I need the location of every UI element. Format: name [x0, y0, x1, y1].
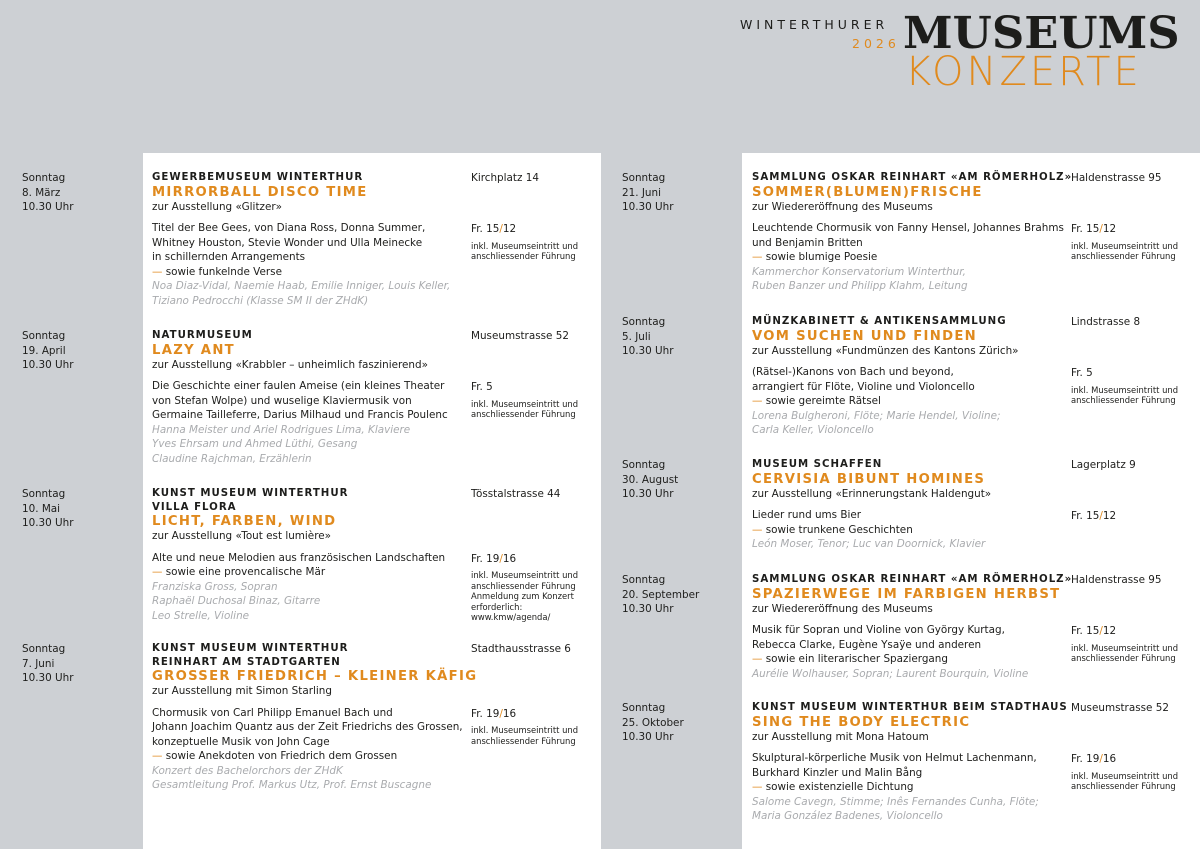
header-winterthurer: WINTERTHURER: [740, 17, 889, 32]
note-line: inkl. Museumseintritt und: [1071, 384, 1179, 395]
exhibition-subtitle: zur Ausstellung mit Simon Starling: [152, 685, 332, 697]
museum-name: VILLA FLORA: [152, 501, 237, 513]
exhibition-subtitle: zur Ausstellung «Fundmünzen des Kantons Zürich»: [752, 344, 1019, 357]
price-full: Fr. 19: [1071, 753, 1100, 765]
event-date: [22, 487, 132, 531]
performer-line: Tiziano Pedrocchi (Klasse SM II der ZHdK): [152, 294, 369, 307]
extra-text: sowie blumige Poesie: [765, 251, 878, 263]
price-full: Fr. 5: [1071, 367, 1093, 379]
performer-line: Raphaël Duchosal Binaz, Gitarre: [152, 595, 321, 607]
museum-name: SAMMLUNG OSKAR REINHART «AM RÖMERHOLZ»: [752, 172, 1073, 183]
description-line: konzeptuelle Musik von John Cage: [152, 735, 330, 748]
concert-title: SOMMER(BLUMEN)FRISCHE: [752, 184, 983, 200]
event-date: [622, 315, 732, 359]
performer-line: Noa Diaz-Vidal, Naemie Haab, Emilie Inniger, Louis Keller,: [152, 280, 451, 292]
description-line: Chormusik von Carl Philipp Emanuel Bach und: [152, 706, 393, 719]
performer-line: Kammerchor Konservatorium Winterthur,: [752, 265, 966, 278]
description-line: Burkhard Kinzler und Malin Bång: [752, 766, 923, 779]
address: Museumstrasse 52: [1071, 702, 1169, 714]
date-line: 30. August: [622, 473, 679, 486]
event-info: [1071, 573, 1196, 664]
event-details: [152, 329, 464, 466]
description-line: Whitney Houston, Stevie Wonder und Ulla Meinecke: [152, 236, 423, 249]
concert-title: SING THE BODY ELECTRIC: [752, 714, 971, 730]
event-details: [752, 573, 1073, 681]
price: [1071, 624, 1196, 639]
concert-description: [752, 365, 1064, 438]
concert-title: GROSSER FRIEDRICH – KLEINER KÄFIG: [152, 669, 478, 684]
concert-description: [152, 551, 464, 624]
concert-title: SPAZIERWEGE IM FARBIGEN HERBST: [752, 586, 1061, 602]
date-line: 19. April: [22, 344, 66, 357]
performer-line: Konzert des Bachelorchors der ZHdK: [152, 764, 343, 777]
concert-title: CERVISIA BIBUNT HOMINES: [752, 471, 986, 487]
extra-text: sowie Anekdoten von Friedrich dem Grossen: [165, 750, 398, 762]
museum-name: KUNST MUSEUM WINTERTHUR: [152, 643, 349, 654]
date-line: 10.30 Uhr: [22, 359, 74, 371]
note-line: anschliessender Führung: [471, 251, 576, 261]
price-full: Fr. 15: [1071, 223, 1100, 235]
event-details: [152, 642, 478, 793]
extra-text: sowie trunkene Geschichten: [765, 523, 913, 536]
description-line: arrangiert für Flöte, Violine und Violoncello: [752, 380, 975, 393]
event-details: [752, 171, 1073, 294]
address: Haldenstrasse 95: [1071, 172, 1162, 184]
note-line: anschliessender Führung: [1071, 395, 1176, 405]
note-line: inkl. Museumseintritt und: [471, 725, 579, 735]
event-info: [1071, 458, 1196, 524]
address: Tösstalstrasse 44: [471, 488, 561, 500]
event-info: [471, 329, 596, 420]
museum-name: NATURMUSEUM: [152, 330, 253, 341]
event-info: [471, 171, 596, 262]
price-full: Fr. 19: [471, 552, 500, 565]
description-line: und Benjamin Britten: [752, 236, 863, 249]
date-line: 5. Juli: [622, 330, 651, 343]
price-slash: /: [1099, 510, 1103, 522]
date-line: 10.30 Uhr: [622, 603, 674, 615]
extra-text: sowie funkelnde Verse: [165, 265, 282, 278]
note-line: anschliessender Führung: [1071, 251, 1176, 261]
performer-line: Maria González Badenes, Violoncello: [752, 810, 943, 822]
event-date: [622, 573, 732, 617]
performer-line: Leo Strelle, Violine: [152, 609, 250, 622]
event-date: [22, 171, 132, 215]
note-line: anschliessender Führung: [471, 409, 576, 419]
price-reduced: 16: [502, 707, 517, 720]
dash-mark: —: [752, 523, 766, 536]
description-line: Musik für Sopran und Violine von György Kurtag,: [752, 624, 1005, 636]
price-full: Fr. 5: [471, 381, 493, 393]
price-note: [1071, 643, 1196, 664]
dash-mark: —: [752, 781, 766, 793]
price-reduced: 12: [1102, 625, 1117, 637]
extra-line: [752, 394, 1064, 409]
date-line: 10.30 Uhr: [22, 201, 74, 213]
date-line: Sonntag: [22, 172, 66, 184]
note-line: inkl. Museumseintritt und: [471, 398, 579, 409]
exhibition-subtitle: zur Ausstellung mit Mona Hatoum: [752, 730, 929, 743]
event-date: [622, 458, 732, 502]
concert-description: [752, 751, 1064, 824]
description-line: Lieder rund ums Bier: [752, 509, 862, 521]
event-details: [752, 315, 1064, 438]
price-slash: /: [1099, 625, 1103, 637]
concert-description: [752, 623, 1064, 681]
concert-description: [152, 706, 464, 793]
exhibition-subtitle: zur Ausstellung «Krabbler – unheimlich faszinierend»: [152, 358, 428, 371]
performer-line: Claudine Rajchman, Erzählerin: [152, 452, 312, 465]
date-line: Sonntag: [622, 702, 666, 714]
address: Stadthausstrasse 6: [471, 643, 571, 655]
description-line: Titel der Bee Gees, von Diana Ross, Donna Summer,: [152, 222, 426, 234]
date-line: 10.30 Uhr: [622, 201, 674, 213]
event-date: [622, 171, 732, 215]
exhibition-subtitle: zur Wiedereröffnung des Museums: [752, 602, 933, 615]
extra-text: sowie existenzielle Dichtung: [765, 781, 914, 793]
performer-line: León Moser, Tenor; Luc van Doornick, Klavier: [752, 538, 986, 550]
museum-name: MUSEUM SCHAFFEN: [752, 459, 883, 470]
event-info: [1071, 315, 1196, 406]
museum-name: KUNST MUSEUM WINTERTHUR BEIM STADTHAUS: [752, 702, 1068, 713]
description-line: Germaine Tailleferre, Darius Milhaud und Francis Poulenc: [152, 409, 448, 421]
museum-name: SAMMLUNG OSKAR REINHART «AM RÖMERHOLZ»: [752, 574, 1073, 585]
price-slash: /: [499, 223, 503, 235]
concert-description: [752, 221, 1064, 294]
exhibition-subtitle: zur Ausstellung «Erinnerungstank Haldengut»: [752, 487, 992, 500]
extra-text: sowie eine provencalische Mär: [165, 566, 326, 578]
header-year: 2026: [852, 36, 900, 51]
price: [471, 222, 596, 237]
note-line: inkl. Museumseintritt und: [471, 570, 579, 580]
note-line: anschliessender Führung: [471, 735, 576, 746]
price: [1071, 222, 1196, 237]
event-details: [752, 458, 1064, 552]
event-info: [471, 487, 596, 623]
dash-mark: —: [152, 566, 166, 578]
date-line: Sonntag: [622, 172, 666, 184]
concert-description: [752, 508, 1064, 552]
price-reduced: 16: [502, 552, 517, 565]
price: [1071, 509, 1196, 524]
extra-line: [752, 250, 1064, 265]
date-line: Sonntag: [22, 643, 66, 655]
price-slash: /: [499, 707, 503, 720]
extra-text: sowie gereimte Rätsel: [765, 395, 881, 407]
price-full: Fr. 15: [1071, 625, 1100, 637]
address: Haldenstrasse 95: [1071, 574, 1162, 586]
dash-mark: —: [752, 395, 766, 407]
description-line: (Rätsel-)Kanons von Bach und beyond,: [752, 366, 954, 378]
date-line: 8. März: [22, 186, 61, 199]
price-note: [471, 570, 596, 623]
date-line: Sonntag: [22, 330, 66, 342]
performer-line: Franziska Gross, Sopran: [152, 580, 278, 593]
description-line: Rebecca Clarke, Eugène Ysaÿe und anderen: [752, 638, 982, 651]
date-line: 7. Juni: [22, 657, 55, 670]
museum-name: GEWERBEMUSEUM WINTERTHUR: [152, 172, 364, 183]
address: Kirchplatz 14: [471, 172, 539, 184]
note-line: inkl. Museumseintritt und: [1071, 240, 1179, 251]
note-line: inkl. Museumseintritt und: [1071, 642, 1179, 653]
extra-line: [752, 523, 1064, 538]
dash-mark: —: [152, 750, 166, 762]
date-line: Sonntag: [22, 488, 66, 500]
performer-line: Lorena Bulgheroni, Flöte; Marie Hendel, Violine;: [752, 409, 1001, 422]
date-line: 10.30 Uhr: [22, 517, 74, 529]
performer-line: Yves Ehrsam und Ahmed Lüthi, Gesang: [152, 438, 358, 450]
note-line: inkl. Museumseintritt und: [1071, 770, 1179, 781]
description-line: in schillernden Arrangements: [152, 251, 306, 263]
performer-line: Gesamtleitung Prof. Markus Utz, Prof. Ernst Buscagne: [152, 779, 432, 791]
price-note: [1071, 385, 1196, 406]
description-line: Skulptural-körperliche Musik von Helmut Lachenmann,: [752, 752, 1037, 764]
note-line: erforderlich:: [471, 601, 523, 612]
event-info: [1071, 171, 1196, 262]
date-line: 10.30 Uhr: [622, 488, 674, 500]
date-line: 10.30 Uhr: [622, 731, 674, 743]
event-details: [752, 701, 1068, 824]
note-line: www.kmw/agenda/: [471, 612, 551, 622]
price-slash: /: [499, 552, 503, 565]
concert-title: LAZY ANT: [152, 342, 235, 358]
dash-mark: —: [752, 653, 766, 665]
price: [1071, 366, 1196, 381]
museum-name: MÜNZKABINETT & ANTIKENSAMMLUNG: [752, 316, 1007, 327]
event-date: [22, 642, 132, 686]
concert-title: MIRRORBALL DISCO TIME: [152, 184, 368, 200]
price-full: Fr. 15: [1071, 510, 1100, 522]
event-info: [1071, 701, 1196, 792]
date-line: 10.30 Uhr: [22, 672, 74, 684]
description-line: Alte und neue Melodien aus französischen Landschaften: [152, 551, 446, 564]
price-full: Fr. 15: [471, 223, 500, 235]
note-line: anschliessender Führung: [1071, 781, 1176, 791]
price: [471, 707, 596, 722]
price: [1071, 752, 1196, 767]
concert-description: [152, 379, 464, 466]
exhibition-subtitle: zur Ausstellung «Glitzer»: [152, 200, 282, 213]
price-reduced: 12: [1102, 510, 1117, 522]
price-note: [471, 241, 596, 262]
price-note: [1071, 771, 1196, 792]
event-info: [471, 642, 596, 746]
address: Museumstrasse 52: [471, 330, 569, 342]
dash-mark: —: [752, 251, 766, 263]
description-line: Leuchtende Chormusik von Fanny Hensel, Johannes Brahms: [752, 222, 1064, 234]
note-line: anschliessender Führung: [1071, 653, 1176, 663]
event-date: [22, 329, 132, 373]
museum-name: KUNST MUSEUM WINTERTHUR: [152, 488, 349, 499]
extra-line: [152, 565, 464, 580]
price: [471, 552, 596, 567]
date-line: Sonntag: [622, 316, 666, 328]
price-note: [1071, 241, 1196, 262]
price: [471, 380, 596, 395]
note-line: inkl. Museumseintritt und: [471, 240, 579, 251]
address: Lindstrasse 8: [1071, 316, 1141, 328]
concert-description: [152, 221, 464, 308]
price-reduced: 12: [1102, 223, 1117, 235]
price-slash: /: [1099, 753, 1103, 765]
date-line: 10. Mai: [22, 502, 61, 515]
event-details: [152, 171, 464, 308]
description-line: Johann Joachim Quantz aus der Zeit Friedrichs des Grossen,: [152, 721, 463, 733]
price-reduced: 16: [1102, 753, 1117, 765]
address: Lagerplatz 9: [1071, 459, 1136, 471]
performer-line: Ruben Banzer und Philipp Klahm, Leitung: [752, 280, 968, 292]
header-title-museums: MUSEUMS: [903, 8, 1180, 59]
extra-text: sowie ein literarischer Spaziergang: [765, 653, 948, 665]
price-note: [471, 725, 596, 746]
description-line: Die Geschichte einer faulen Ameise (ein kleines Theater: [152, 380, 445, 392]
note-line: Anmeldung zum Konzert: [471, 591, 574, 601]
event-date: [622, 701, 732, 745]
price-note: [471, 399, 596, 420]
performer-line: Hanna Meister und Ariel Rodrigues Lima, Klaviere: [152, 423, 411, 436]
price-reduced: 12: [502, 223, 517, 235]
exhibition-subtitle: zur Ausstellung «Tout est lumière»: [152, 530, 331, 542]
note-line: anschliessender Führung: [471, 580, 576, 591]
event-details: [152, 487, 464, 623]
date-line: Sonntag: [622, 574, 666, 586]
exhibition-subtitle: zur Wiedereröffnung des Museums: [752, 200, 933, 213]
date-line: 21. Juni: [622, 186, 661, 199]
date-line: 25. Oktober: [622, 716, 684, 729]
performer-line: Carla Keller, Violoncello: [752, 424, 874, 436]
dash-mark: —: [152, 265, 166, 278]
performer-line: Salome Cavegn, Stimme; Inês Fernandes Cunha, Flöte;: [752, 795, 1039, 808]
extra-line: [752, 780, 1064, 795]
extra-line: [152, 749, 464, 764]
concert-title: LICHT, FARBEN, WIND: [152, 514, 337, 529]
museum-name: REINHART AM STADTGARTEN: [152, 656, 341, 668]
concert-title: VOM SUCHEN UND FINDEN: [752, 328, 977, 344]
extra-line: [752, 652, 1064, 667]
description-line: von Stefan Wolpe) und wuselige Klaviermusik von: [152, 394, 412, 407]
price-slash: /: [1099, 223, 1103, 235]
performer-line: Aurélie Wolhauser, Sopran; Laurent Bourquin, Violine: [752, 667, 1029, 680]
date-line: 20. September: [622, 588, 700, 601]
header-title-konzerte: KONZERTE: [905, 49, 1142, 95]
extra-line: [152, 265, 464, 280]
date-line: 10.30 Uhr: [622, 345, 674, 357]
date-line: Sonntag: [622, 459, 666, 471]
price-full: Fr. 19: [471, 707, 500, 720]
